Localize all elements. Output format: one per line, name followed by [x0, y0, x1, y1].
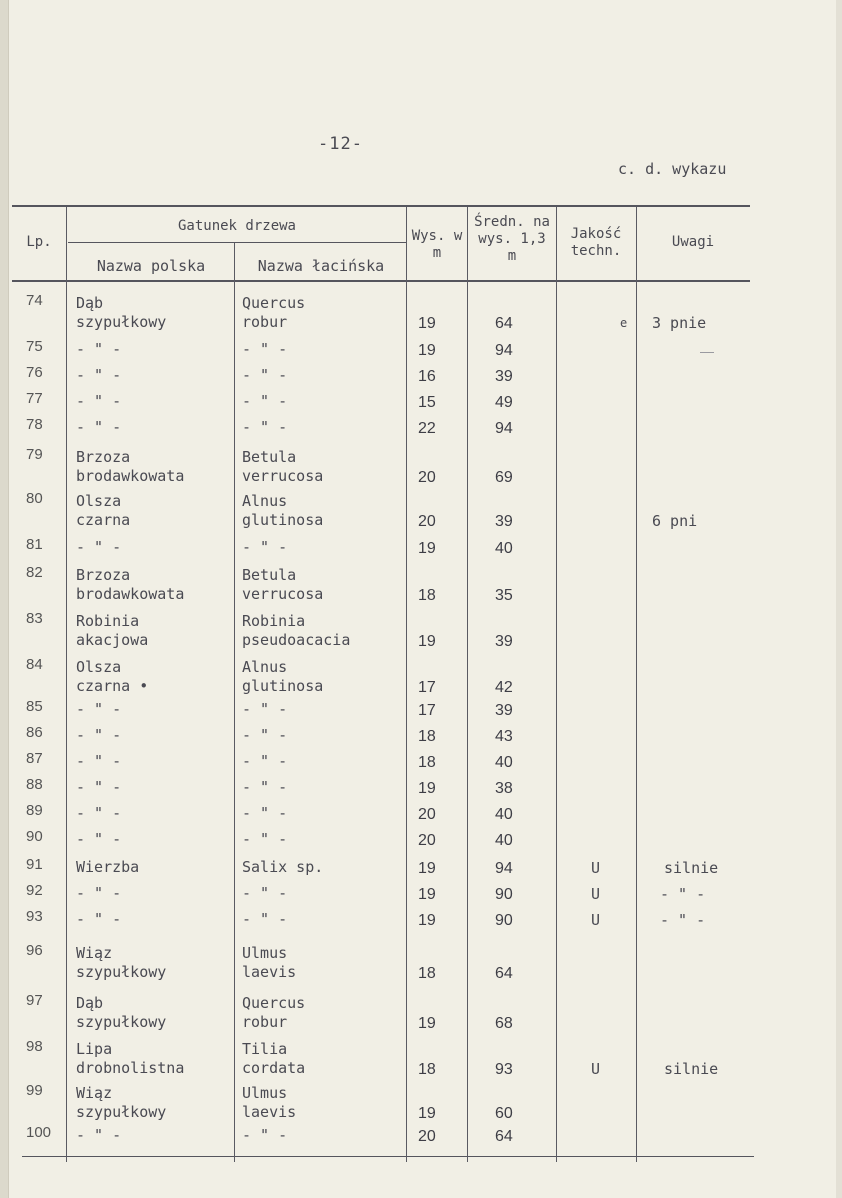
- col-divider-quality: [556, 207, 557, 1162]
- cell-name-pl: - " -: [76, 700, 122, 718]
- page-binding-edge: [0, 0, 9, 1198]
- cell-remarks: 6 pni: [652, 512, 698, 530]
- cell-diameter: 64: [495, 965, 513, 982]
- row-number: 74: [26, 292, 43, 309]
- cell-name-lat: - " -: [242, 726, 288, 744]
- row-number: 96: [26, 942, 43, 959]
- cell-name-lat: - " -: [242, 340, 288, 358]
- cell-diameter: 49: [495, 394, 513, 411]
- row-number: 78: [26, 416, 43, 433]
- cell-diameter: 38: [495, 780, 513, 797]
- cell-height: 19: [418, 860, 436, 877]
- cell-quality: U: [591, 859, 601, 877]
- cell-name-pl: Brzoza brodawkowata: [76, 566, 185, 603]
- cell-name-pl: - " -: [76, 910, 122, 928]
- header-name-pl: Nazwa polska: [96, 257, 206, 275]
- cell-diameter: 94: [495, 420, 513, 437]
- cell-height: 20: [418, 513, 436, 530]
- cell-diameter: 40: [495, 754, 513, 771]
- row-number: 75: [26, 338, 43, 355]
- cell-remarks: silnie: [664, 1060, 719, 1078]
- cell-height: 18: [418, 728, 436, 745]
- cell-diameter: 42: [495, 679, 513, 696]
- cell-name-pl: - " -: [76, 418, 122, 436]
- cell-diameter: 40: [495, 806, 513, 823]
- cell-diameter: 68: [495, 1015, 513, 1032]
- cell-name-pl: - " -: [76, 778, 122, 796]
- cell-diameter: 39: [495, 368, 513, 385]
- cell-height: 19: [418, 633, 436, 650]
- continuation-note: c. d. wykazu: [618, 160, 727, 178]
- row-number: 98: [26, 1038, 43, 1055]
- cell-diameter: 35: [495, 587, 513, 604]
- cell-height: 19: [418, 780, 436, 797]
- row-number: 85: [26, 698, 43, 715]
- header-diameter: Średn. na wys. 1,3 m: [474, 214, 550, 264]
- cell-diameter: 40: [495, 832, 513, 849]
- row-number: 80: [26, 490, 43, 507]
- row-number: 99: [26, 1082, 43, 1099]
- cell-height: 19: [418, 1105, 436, 1122]
- cell-height: 18: [418, 1061, 436, 1078]
- cell-name-pl: - " -: [76, 726, 122, 744]
- cell-name-pl: Robinia akacjowa: [76, 612, 149, 649]
- cell-diameter: 69: [495, 469, 513, 486]
- cell-height: 19: [418, 342, 436, 359]
- cell-quality: e: [620, 316, 628, 330]
- cell-name-pl: - " -: [76, 1126, 122, 1144]
- cell-height: 18: [418, 965, 436, 982]
- cell-name-lat: - " -: [242, 366, 288, 384]
- row-number: 97: [26, 992, 43, 1009]
- col-divider-diameter: [467, 207, 468, 1162]
- cell-diameter: 64: [495, 315, 513, 332]
- row-number: 86: [26, 724, 43, 741]
- cell-height: 18: [418, 587, 436, 604]
- cell-name-lat: Betula verrucosa: [242, 566, 324, 603]
- cell-name-lat: - " -: [242, 804, 288, 822]
- cell-height: 18: [418, 754, 436, 771]
- cell-height: 19: [418, 886, 436, 903]
- header-remarks: Uwagi: [671, 234, 715, 250]
- cell-quality: U: [591, 1060, 601, 1078]
- cell-height: 17: [418, 679, 436, 696]
- row-number: 100: [26, 1124, 52, 1141]
- cell-name-pl: - " -: [76, 538, 122, 556]
- cell-diameter: 94: [495, 342, 513, 359]
- cell-name-pl: Wiąz szypułkowy: [76, 944, 167, 981]
- header-height: Wys. w m: [411, 228, 463, 261]
- cell-diameter: 39: [495, 513, 513, 530]
- cell-name-lat: Salix sp.: [242, 858, 324, 876]
- cell-name-lat: Alnus glutinosa: [242, 492, 324, 529]
- cell-height: 19: [418, 1015, 436, 1032]
- cell-height: 19: [418, 315, 436, 332]
- cell-name-pl: - " -: [76, 366, 122, 384]
- row-number: 91: [26, 856, 43, 873]
- cell-name-pl: Wiąz szypułkowy: [76, 1084, 167, 1121]
- row-number: 89: [26, 802, 43, 819]
- cell-name-lat: Alnus glutinosa: [242, 658, 324, 695]
- cell-name-pl: - " -: [76, 340, 122, 358]
- cell-name-pl: Dąb szypułkowy: [76, 994, 167, 1031]
- header-species-group: Gatunek drzewa: [177, 218, 296, 234]
- row-number: 83: [26, 610, 43, 627]
- cell-name-pl: Olsza czarna •: [76, 658, 149, 695]
- cell-name-lat: Quercus robur: [242, 994, 306, 1031]
- cell-diameter: 94: [495, 860, 513, 877]
- cell-name-pl: Wierzba: [76, 858, 140, 876]
- cell-name-lat: - " -: [242, 538, 288, 556]
- cell-remarks: - " -: [660, 911, 706, 929]
- cell-height: 20: [418, 832, 436, 849]
- cell-height: 16: [418, 368, 436, 385]
- col-divider-lp: [66, 207, 67, 1162]
- row-number: 92: [26, 882, 43, 899]
- row-number: 81: [26, 536, 43, 553]
- header-quality: Jakość techn.: [570, 226, 622, 259]
- cell-name-pl: - " -: [76, 884, 122, 902]
- cell-name-lat: Ulmus laevis: [242, 944, 297, 981]
- cell-name-lat: - " -: [242, 418, 288, 436]
- header-bottom-rule: [12, 280, 750, 282]
- cell-name-pl: - " -: [76, 830, 122, 848]
- cell-name-lat: - " -: [242, 752, 288, 770]
- cell-diameter: 39: [495, 633, 513, 650]
- cell-diameter: 90: [495, 912, 513, 929]
- cell-name-lat: Ulmus laevis: [242, 1084, 297, 1121]
- cell-height: 20: [418, 1128, 436, 1145]
- cell-name-pl: Dąb szypułkowy: [76, 294, 167, 331]
- cell-diameter: 90: [495, 886, 513, 903]
- cell-name-lat: - " -: [242, 392, 288, 410]
- cell-name-pl: Brzoza brodawkowata: [76, 448, 185, 485]
- cell-name-lat: - " -: [242, 884, 288, 902]
- cell-name-pl: - " -: [76, 392, 122, 410]
- col-divider-names: [234, 243, 235, 1162]
- cell-name-lat: - " -: [242, 1126, 288, 1144]
- page-number: -12-: [318, 134, 363, 154]
- header-lp: Lp.: [26, 234, 52, 250]
- cell-height: 15: [418, 394, 436, 411]
- header-name-lat: Nazwa łacińska: [257, 257, 385, 275]
- col-divider-height: [406, 207, 407, 1162]
- cell-name-pl: Olsza czarna: [76, 492, 131, 529]
- cell-diameter: 39: [495, 702, 513, 719]
- table-bottom-rule: [22, 1156, 754, 1157]
- cell-diameter: 60: [495, 1105, 513, 1122]
- cell-quality: U: [591, 885, 601, 903]
- cell-name-lat: - " -: [242, 778, 288, 796]
- row-number: 88: [26, 776, 43, 793]
- col-divider-remarks: [636, 207, 637, 1162]
- cell-remarks: 3 pnie: [652, 314, 707, 332]
- cell-remarks: - " -: [660, 885, 706, 903]
- row-number: 93: [26, 908, 43, 925]
- row-number: 77: [26, 390, 43, 407]
- row-number: 90: [26, 828, 43, 845]
- cell-diameter: 64: [495, 1128, 513, 1145]
- cell-height: 20: [418, 469, 436, 486]
- table-top-rule: [12, 205, 750, 207]
- cell-height: 19: [418, 912, 436, 929]
- row-number: 84: [26, 656, 43, 673]
- cell-height: 22: [418, 420, 436, 437]
- cell-name-lat: - " -: [242, 700, 288, 718]
- cell-height: 19: [418, 540, 436, 557]
- cell-name-lat: Robinia pseudoacacia: [242, 612, 351, 649]
- cell-height: 17: [418, 702, 436, 719]
- cell-name-lat: - " -: [242, 830, 288, 848]
- cell-name-lat: Quercus robur: [242, 294, 306, 331]
- row-number: 82: [26, 564, 43, 581]
- cell-name-pl: Lipa drobnolistna: [76, 1040, 185, 1077]
- row-number: 76: [26, 364, 43, 381]
- cell-name-lat: Tilia cordata: [242, 1040, 306, 1077]
- cell-name-lat: Betula verrucosa: [242, 448, 324, 485]
- cell-height: 20: [418, 806, 436, 823]
- cell-remarks: silnie: [664, 859, 719, 877]
- row-number: 87: [26, 750, 43, 767]
- cell-quality: U: [591, 911, 601, 929]
- cell-diameter: 43: [495, 728, 513, 745]
- margin-mark: [700, 352, 714, 353]
- page-right-edge: [836, 0, 842, 1198]
- header-split-rule: [68, 242, 406, 243]
- cell-diameter: 40: [495, 540, 513, 557]
- cell-name-pl: - " -: [76, 804, 122, 822]
- cell-name-pl: - " -: [76, 752, 122, 770]
- row-number: 79: [26, 446, 43, 463]
- cell-diameter: 93: [495, 1061, 513, 1078]
- cell-name-lat: - " -: [242, 910, 288, 928]
